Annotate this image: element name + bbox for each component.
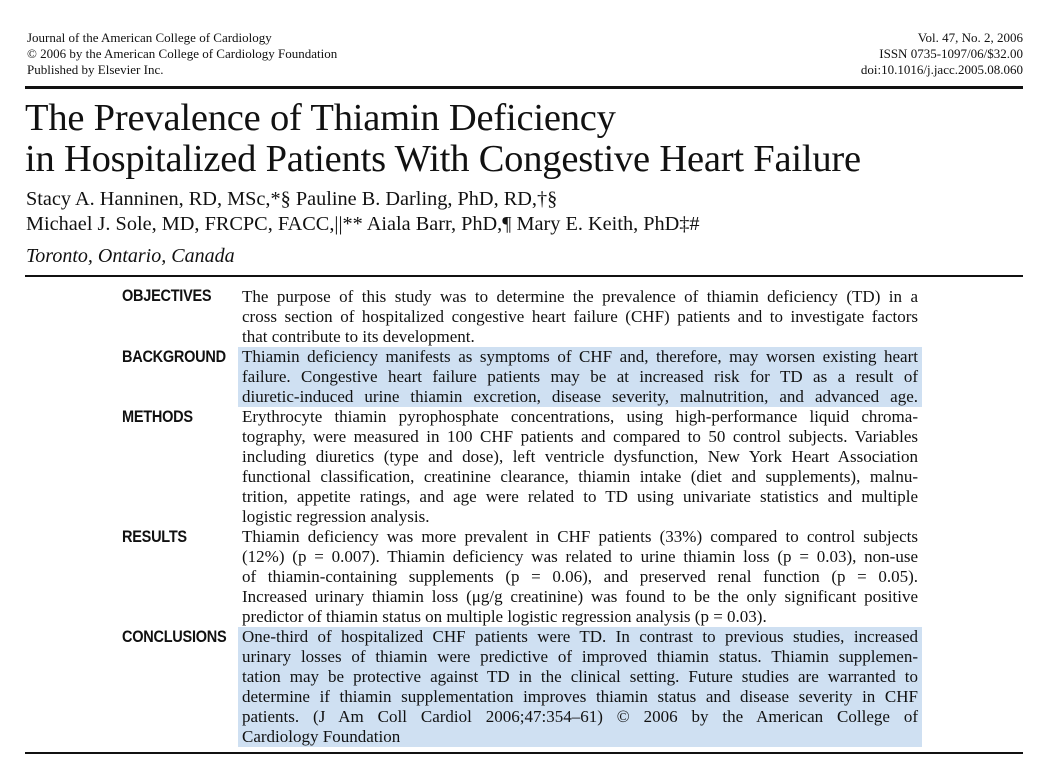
author-line: Stacy A. Hanninen, RD, MSc,*§ Pauline B. Darling, PhD, RD,†§	[26, 188, 558, 210]
abstract-line: One-third of hospitalized CHF patients were TD. In contrast to previous studies, increased	[242, 627, 918, 646]
abstract-line: Cardiology Foundation	[242, 727, 401, 746]
abstract-line: trition, appetite ratings, and age were related to TD using univariate statistics and multiple	[242, 487, 918, 506]
abstract-line: including diuretics (type and dose), left ventricle dysfunction, New York Heart Association	[242, 447, 918, 466]
abstract-line: (12%) (p = 0.007). Thiamin deficiency was related to urine thiamin loss (p = 0.03), non-use	[242, 547, 918, 566]
abstract-line: Thiamin deficiency manifests as symptoms of CHF and, therefore, may worsen existing heart	[242, 347, 918, 366]
title-line: in Hospitalized Patients With Congestive Heart Failure	[25, 138, 861, 180]
abstract-line: determine if thiamin supplementation improves thiamin status and disease severity in CHF	[242, 687, 918, 706]
abstract-line: urinary losses of thiamin were predictive of improved thiamin status. Thiamin supplemen-	[242, 647, 918, 666]
abstract-line: cross section of hospitalized congestive heart failure (CHF) patients and to investigate factors	[242, 307, 918, 326]
abstract-line: predictor of thiamin status on multiple logistic regression analysis (p = 0.03).	[242, 607, 767, 626]
abstract-bottom-divider	[25, 752, 1023, 754]
journal-issue-info	[861, 30, 1023, 78]
objectives-label: OBJECTIVES	[122, 287, 212, 305]
header-divider	[25, 86, 1023, 89]
abstract-line: logistic regression analysis.	[242, 507, 430, 526]
abstract-line: The purpose of this study was to determine the prevalence of thiamin deficiency (TD) in a	[242, 287, 918, 306]
abstract-line: Erythrocyte thiamin pyrophosphate concentrations, using high-performance liquid chroma-	[242, 407, 918, 426]
copyright-line: © 2006 by the American College of Cardiology Foundation	[27, 46, 338, 61]
doi-line: doi:10.1016/j.jacc.2005.08.060	[860, 62, 1023, 77]
issn-line: ISSN 0735-1097/06/$32.00	[879, 46, 1023, 61]
article-title	[25, 98, 1015, 180]
methods-text	[238, 407, 922, 527]
abstract-top-divider	[25, 275, 1023, 277]
conclusions-text	[238, 627, 922, 747]
results-label: RESULTS	[122, 528, 187, 546]
abstract-line: of thiamin-containing supplements (p = 0.06), and preserved renal function (p = 0.05).	[242, 567, 918, 586]
abstract-line: tography, were measured in 100 CHF patients and compared to 50 control subjects. Variables	[242, 427, 918, 446]
abstract-line: diuretic-induced urine thiamin excretion, disease severity, malnutrition, and advanced age.	[242, 387, 918, 406]
background-text	[238, 347, 922, 407]
abstract-line: failure. Congestive heart failure patients may be at increased risk for TD as a result of	[242, 367, 918, 386]
author-location: Toronto, Ontario, Canada	[26, 245, 235, 267]
abstract-line: Increased urinary thiamin loss (μg/g creatinine) was found to be the only significant positive	[242, 587, 918, 606]
abstract-line: that contribute to its development.	[242, 327, 475, 346]
results-text	[238, 527, 922, 627]
background-label: BACKGROUND	[122, 348, 226, 366]
publisher-line: Published by Elsevier Inc.	[27, 62, 164, 77]
author-line: Michael J. Sole, MD, FRCPC, FACC,||** Aiala Barr, PhD,¶ Mary E. Keith, PhD‡#	[26, 213, 700, 235]
abstract-line: Thiamin deficiency was more prevalent in CHF patients (33%) compared to control subjects	[242, 527, 918, 546]
abstract-line: functional classification, creatinine clearance, thiamin intake (diet and supplements), malnu-	[242, 467, 918, 486]
journal-citation	[27, 30, 337, 78]
conclusions-label: CONCLUSIONS	[122, 628, 227, 646]
volume-line: Vol. 47, No. 2, 2006	[917, 30, 1023, 45]
journal-name: Journal of the American College of Cardiology	[27, 30, 272, 45]
title-line: The Prevalence of Thiamin Deficiency	[25, 97, 616, 139]
objectives-text	[238, 287, 922, 347]
author-list	[26, 187, 1016, 237]
abstract-line: tation may be protective against TD in the clinical setting. Future studies are warranted to	[242, 667, 918, 686]
methods-label: METHODS	[122, 408, 193, 426]
abstract-line: patients. (J Am Coll Cardiol 2006;47:354–61) © 2006 by the American College of	[242, 707, 918, 726]
